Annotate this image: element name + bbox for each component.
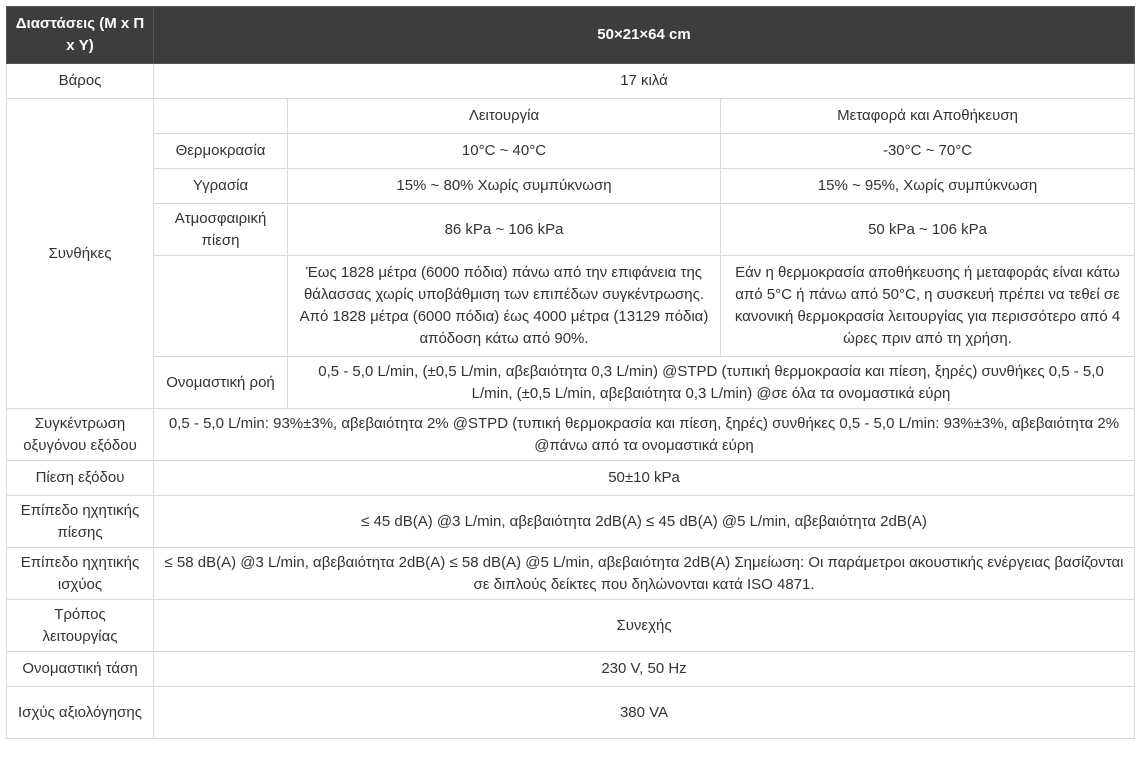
note-operation: Έως 1828 μέτρα (6000 πόδια) πάνω από την επιφάνεια της θάλασσας χωρίς υποβάθμιση των επιπέδων συγκέντρωσης. Από 1828 μέτρα (6000 πόδια) έως 4000 μέτρα (13129 πόδια) απόδοση κάτω από 90%. bbox=[288, 256, 721, 357]
table-row bbox=[7, 64, 1135, 99]
note-label-empty bbox=[154, 256, 288, 357]
sound-power-label: Επίπεδο ηχητικής ισχύος bbox=[7, 548, 154, 600]
table-row bbox=[7, 134, 1135, 169]
table-row bbox=[7, 652, 1135, 687]
temperature-operation: 10°C ~ 40°C bbox=[288, 134, 721, 169]
sound-power-value: ≤ 58 dB(A) @3 L/min, αβεβαιότητα 2dB(A) ≤ 58 dB(A) @5 L/min, αβεβαιότητα 2dB(A) Σημείωση: Οι παράμετροι ακουστικής ενέργειας βασίζονται σε διπλούς δείκτες που δηλώνονται κατά ISO 4871. bbox=[154, 548, 1135, 600]
rated-flow-label: Ονομαστική ροή bbox=[154, 357, 288, 409]
table-row bbox=[7, 99, 1135, 134]
weight-value: 17 κιλά bbox=[154, 64, 1135, 99]
table-header-row bbox=[7, 7, 1135, 64]
oxygen-concentration-value: 0,5 - 5,0 L/min: 93%±3%, αβεβαιότητα 2% @STPD (τυπική θερμοκρασία και πίεση, ξηρές) συνθήκες 0,5 - 5,0 L/min: 93%±3%, αβεβαιότητα 2% @πάνω από τα ονομαστικά εύρη bbox=[154, 409, 1135, 461]
table-row bbox=[7, 600, 1135, 652]
rated-voltage-value: 230 V, 50 Hz bbox=[154, 652, 1135, 687]
sound-pressure-value: ≤ 45 dB(A) @3 L/min, αβεβαιότητα 2dB(A) ≤ 45 dB(A) @5 L/min, αβεβαιότητα 2dB(A) bbox=[154, 496, 1135, 548]
humidity-label: Υγρασία bbox=[154, 169, 288, 204]
outlet-pressure-label: Πίεση εξόδου bbox=[7, 461, 154, 496]
rated-flow-value: 0,5 - 5,0 L/min, (±0,5 L/min, αβεβαιότητα 0,3 L/min) @STPD (τυπική θερμοκρασία και πίεση, ξηρές) συνθήκες 0,5 - 5,0 L/min, (±0,5 L/min, αβεβαιότητα 0,3 L/min) @σε όλα τα ονομαστικά εύρη bbox=[288, 357, 1135, 409]
conditions-corner-cell bbox=[154, 99, 288, 134]
column-header-storage: Μεταφορά και Αποθήκευση bbox=[721, 99, 1135, 134]
operation-mode-label: Τρόπος λειτουργίας bbox=[7, 600, 154, 652]
table-row bbox=[7, 357, 1135, 409]
oxygen-concentration-label: Συγκέντρωση οξυγόνου εξόδου bbox=[7, 409, 154, 461]
table-row bbox=[7, 548, 1135, 600]
note-storage: Εάν η θερμοκρασία αποθήκευσης ή μεταφοράς είναι κάτω από 5°C ή πάνω από 50°C, η συσκευή πρέπει να τεθεί σε κανονική θερμοκρασία λειτουργίας για περισσότερο από 4 ώρες πριν από τη χρήση. bbox=[721, 256, 1135, 357]
rated-power-label: Ισχύς αξιολόγησης bbox=[7, 687, 154, 739]
temperature-storage: -30°C ~ 70°C bbox=[721, 134, 1135, 169]
weight-label: Βάρος bbox=[7, 64, 154, 99]
humidity-operation: 15% ~ 80% Χωρίς συμπύκνωση bbox=[288, 169, 721, 204]
specifications-table bbox=[6, 6, 1135, 739]
conditions-label: Συνθήκες bbox=[7, 99, 154, 409]
table-row bbox=[7, 204, 1135, 256]
table-row bbox=[7, 461, 1135, 496]
table-row bbox=[7, 169, 1135, 204]
pressure-label: Ατμοσφαιρική πίεση bbox=[154, 204, 288, 256]
table-row bbox=[7, 496, 1135, 548]
pressure-storage: 50 kPa ~ 106 kPa bbox=[721, 204, 1135, 256]
rated-voltage-label: Ονομαστική τάση bbox=[7, 652, 154, 687]
table-row bbox=[7, 687, 1135, 739]
table-row bbox=[7, 409, 1135, 461]
pressure-operation: 86 kPa ~ 106 kPa bbox=[288, 204, 721, 256]
temperature-label: Θερμοκρασία bbox=[154, 134, 288, 169]
table-row bbox=[7, 256, 1135, 357]
dimensions-label: Διαστάσεις (Μ x Π x Υ) bbox=[7, 7, 154, 64]
dimensions-value: 50×21×64 cm bbox=[154, 7, 1135, 64]
humidity-storage: 15% ~ 95%, Χωρίς συμπύκνωση bbox=[721, 169, 1135, 204]
sound-pressure-label: Επίπεδο ηχητικής πίεσης bbox=[7, 496, 154, 548]
rated-power-value: 380 VA bbox=[154, 687, 1135, 739]
column-header-operation: Λειτουργία bbox=[288, 99, 721, 134]
outlet-pressure-value: 50±10 kPa bbox=[154, 461, 1135, 496]
operation-mode-value: Συνεχής bbox=[154, 600, 1135, 652]
